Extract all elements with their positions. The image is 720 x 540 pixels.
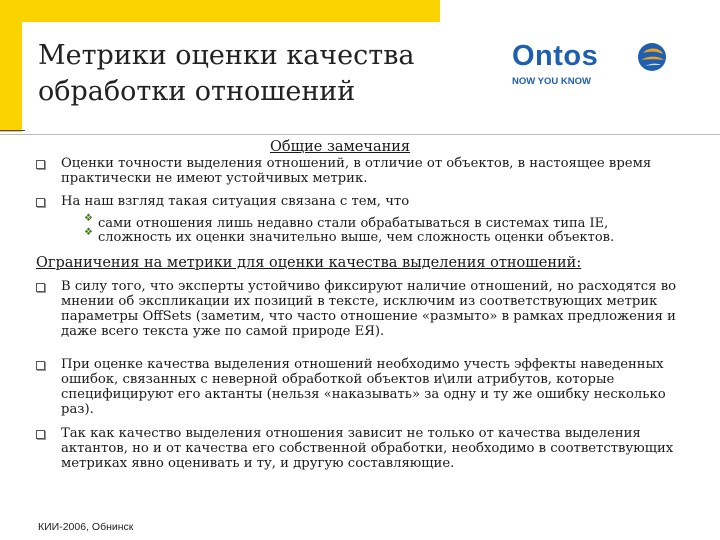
corner-accent-side — [0, 0, 22, 132]
diamond-bullet-icon: ❖ — [84, 213, 93, 224]
general-heading: Общие замечания — [270, 139, 411, 155]
general-bullet-2: На наш взгляд такая ситуация связана с тем, что — [36, 194, 686, 209]
general-sub-bullet-2: ❖ сложность их оценки значительно выше, чем сложность оценки объектов. — [84, 227, 615, 245]
corner-accent — [0, 0, 440, 22]
general-bullet-1: Оценки точности выделения отношений, в отличие от объектов, в настоящее время практически не имеют устойчивых метрик. — [36, 156, 686, 186]
square-bullet-icon — [36, 160, 45, 169]
logo-wordmark: Ontos — [512, 40, 599, 72]
square-bullet-icon — [36, 283, 45, 292]
footer-text: КИИ-2006, Обнинск — [38, 521, 134, 533]
square-bullet-icon — [36, 361, 45, 370]
limits-heading: Ограничения на метрики для оценки качества выделения отношений: — [36, 255, 582, 271]
header-rule-short — [0, 130, 25, 131]
limits-bullet-2: При оценке качества выделения отношений необходимо учесть эффекты наведенных ошибок, связанных с неверной обработкой объектов и\или атрибутов, которые специфицируют его актанты (нельзя «наказывать» за одну и ту же ошибку несколько раз). — [36, 357, 686, 417]
square-bullet-icon — [36, 430, 45, 439]
limits-bullet-3: Так как качество выделения отношения зависит не только от качества выделения актантов, но и от качества его собственной обработки, необходимо в соответствующих метриках явно оценивать и ту, и другую составляющие. — [36, 426, 686, 471]
header-divider — [0, 134, 720, 135]
general-sub-bullet-1: ❖ сами отношения лишь недавно стали обрабатываться в системах типа IE, — [84, 213, 609, 231]
logo-tagline: NOW YOU KNOW — [512, 76, 591, 87]
logo-swirl-icon — [637, 42, 667, 72]
ontos-logo — [512, 40, 712, 90]
page-title: Метрики оценки качества обработки отношений — [38, 40, 415, 107]
limits-bullet-1: В силу того, что эксперты устойчиво фиксируют наличие отношений, но расходятся во мнении об экспликации их позиций в тексте, исключим из соответствующих метрик параметры OffSets (заметим, что часто отношение «размыто» в рамках предложения и даже всего текста уже по самой природе ЕЯ). — [36, 279, 686, 339]
square-bullet-icon — [36, 198, 45, 207]
diamond-bullet-icon: ❖ — [84, 227, 93, 238]
